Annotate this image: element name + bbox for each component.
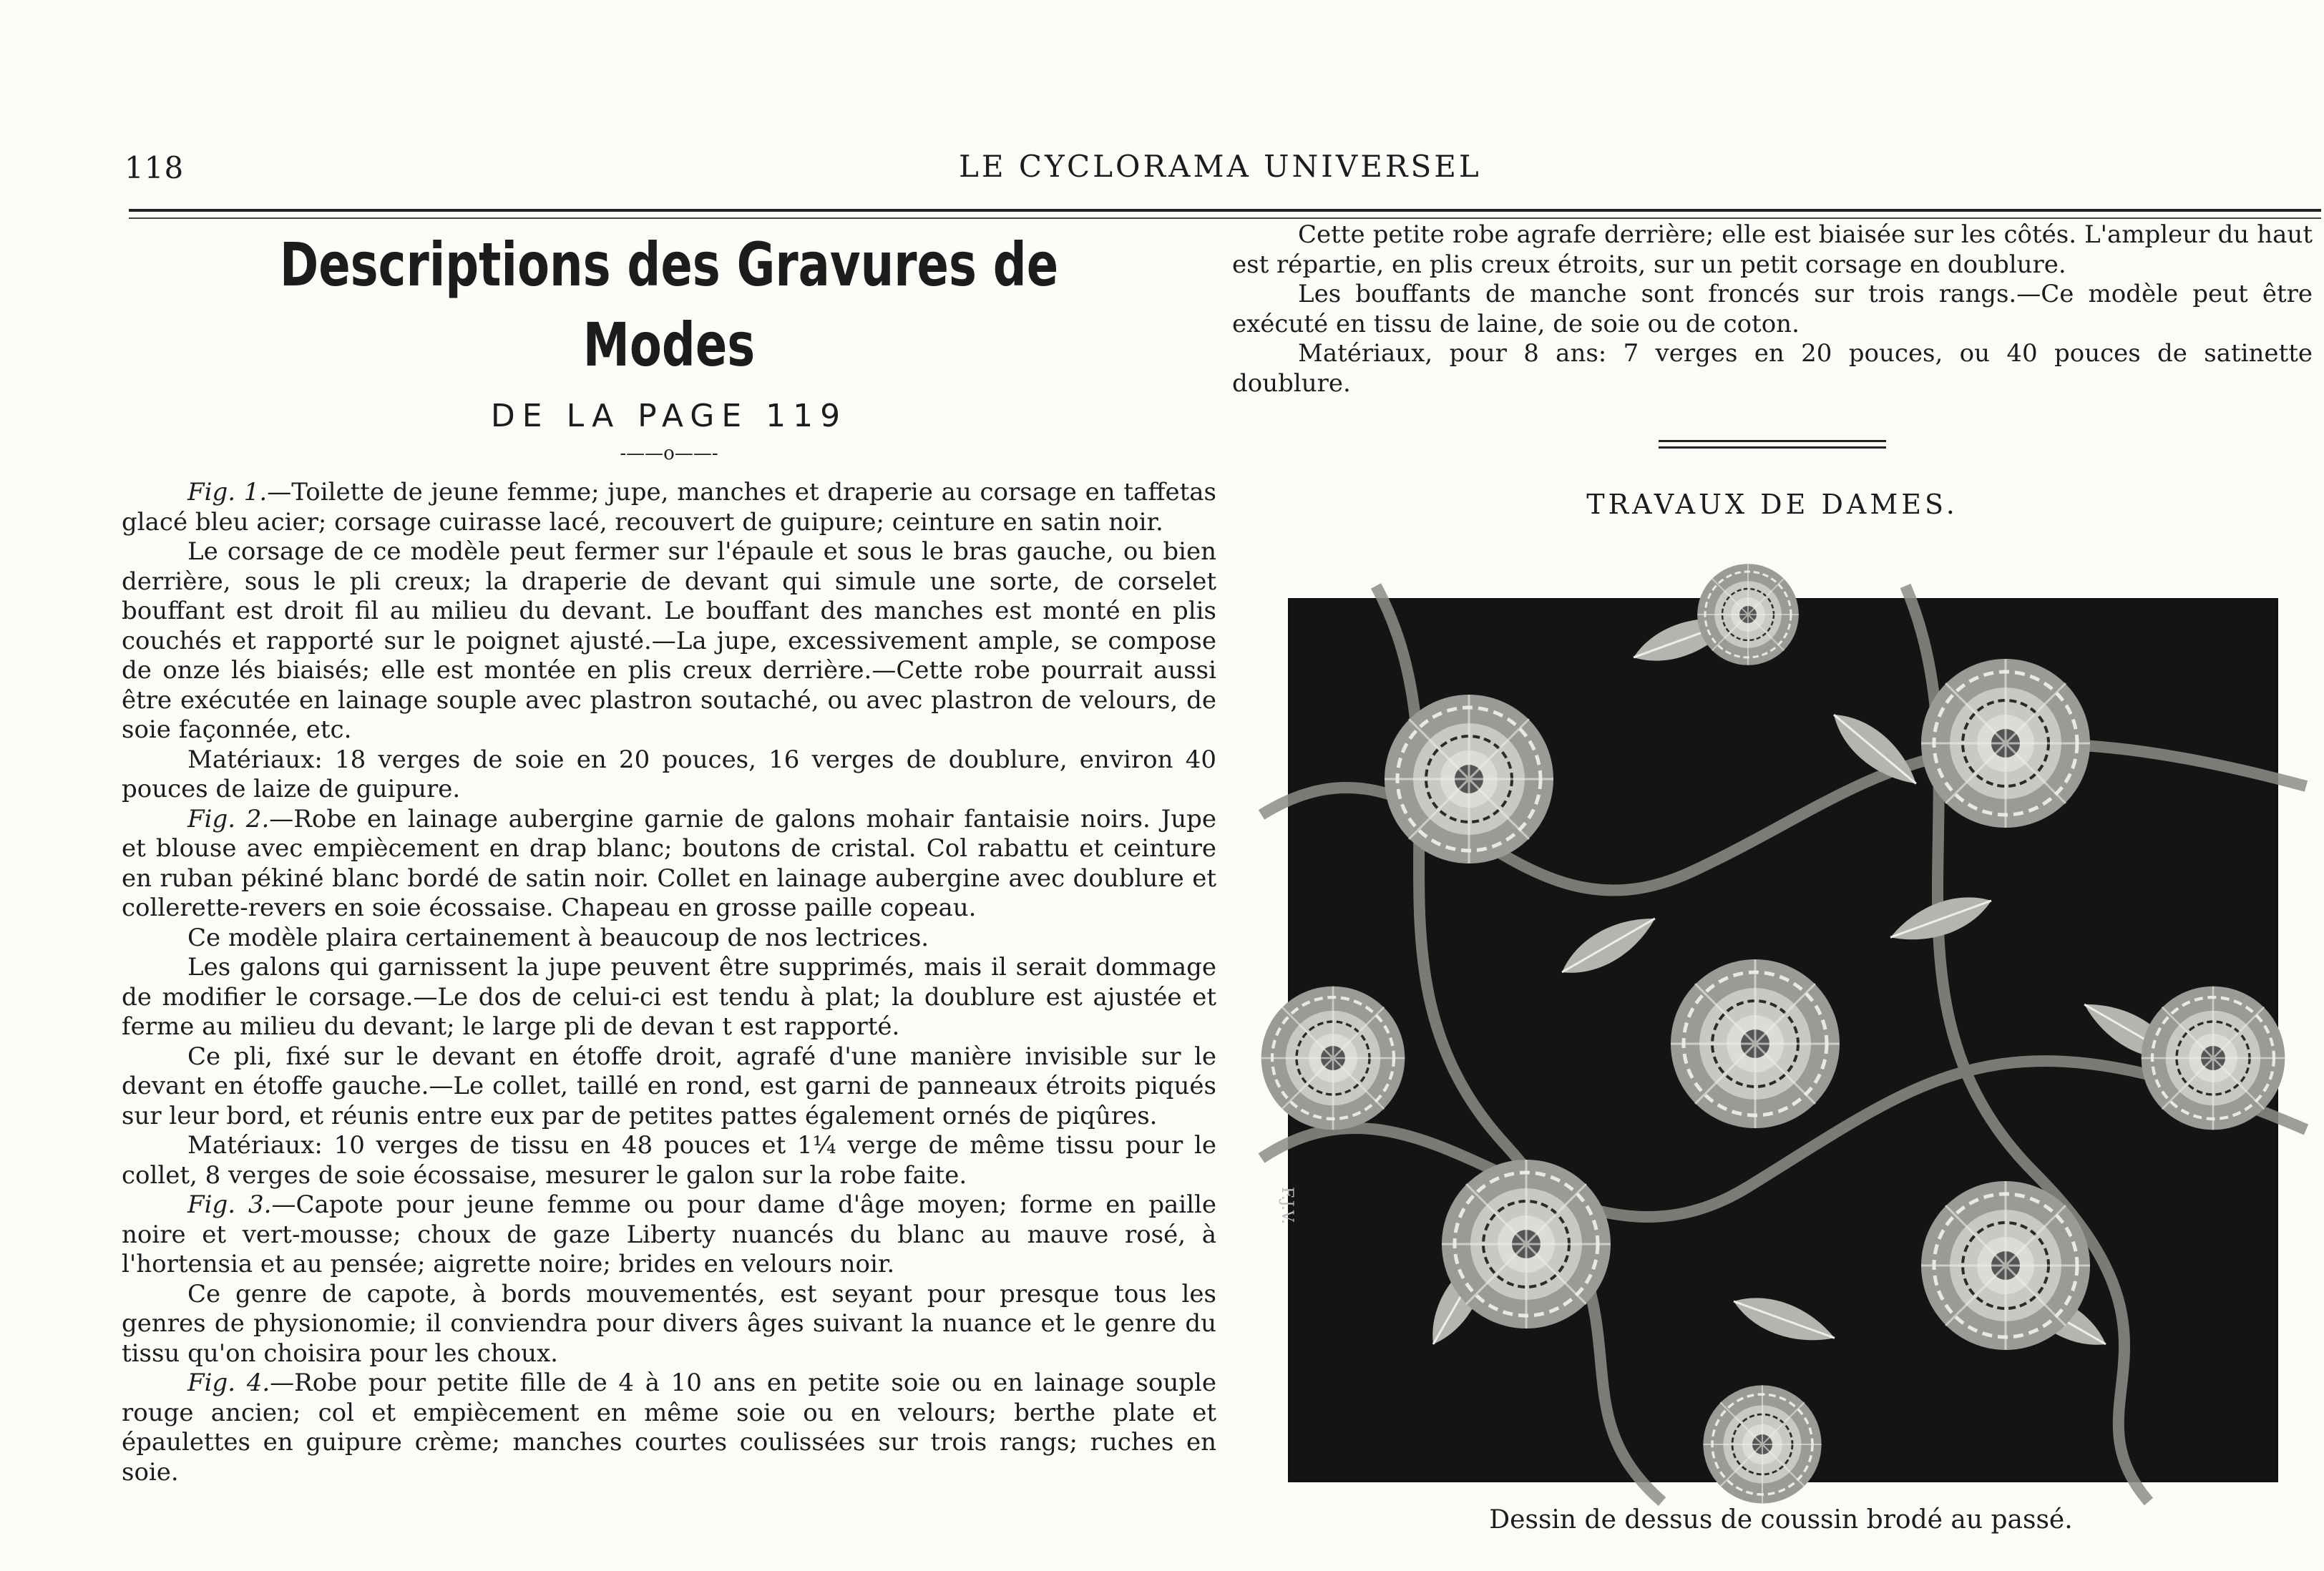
paragraph-text: Les galons qui garnissent la jupe peuvent être supprimés, mais il serait dommage de modifier le corsage.—Le dos de celui-ci est tendu à plat; la doublure est ajustée et ferme au milieu du devant; le large pli de devan t est rapporté. bbox=[122, 953, 1216, 1041]
article-paragraph bbox=[122, 745, 1216, 805]
article-paragraph bbox=[122, 537, 1216, 745]
article-continuation bbox=[1232, 220, 2313, 398]
running-title: LE CYCLORAMA UNIVERSEL bbox=[959, 149, 1482, 184]
section-title: TRAVAUX DE DAMES. bbox=[1586, 489, 1958, 520]
article-paragraph bbox=[122, 1042, 1216, 1132]
page-number: 118 bbox=[125, 150, 185, 185]
left-column bbox=[122, 215, 1216, 1487]
article-body bbox=[122, 478, 1216, 1487]
paragraph-text: Ce pli, fixé sur le devant en étoffe droit, agrafé d'une manière invisible sur le devant en étoffe gauche.—Le collet, taillé en rond, est garni de panneaux étroits piqués sur leur bord, et réunis entre eux par de petites pattes également ornés de piqûres. bbox=[122, 1042, 1216, 1130]
paragraph-text: Matériaux: 10 verges de tissu en 48 pouces et 1¼ verge de même tissu pour le collet, 8 verges de soie écossaise, mesurer le galon sur la robe faite. bbox=[122, 1131, 1216, 1190]
figure-reference: Fig. 2. bbox=[187, 804, 270, 833]
right-column bbox=[1232, 215, 2313, 520]
figure-reference: Fig. 4. bbox=[187, 1369, 270, 1397]
paragraph-text: Ce genre de capote, à bords mouvementés, est seyant pour presque tous les genres de physionomie; il conviendra pour divers âges suivant la nuance et le genre du tissu qu'on choisira pour les choux. bbox=[122, 1279, 1216, 1368]
continuation-paragraph: Cette petite robe agrafe derrière; elle est biaisée sur les côtés. L'ampleur du haut est répartie, en plis creux étroits, sur un petit corsage en doublure. bbox=[1232, 220, 2313, 279]
paragraph-text: Ce modèle plaira certainement à beaucoup de nos lectrices. bbox=[187, 923, 929, 952]
article-paragraph bbox=[122, 1131, 1216, 1190]
continuation-paragraph: Matériaux, pour 8 ans: 7 verges en 20 pouces, ou 40 pouces de satinette doublure. bbox=[1232, 339, 2313, 398]
paragraph-text: Matériaux: 18 verges de soie en 20 pouces, 16 verges de doublure, environ 40 pouces de laize de guipure. bbox=[122, 745, 1216, 803]
paragraph-text: —Toilette de jeune femme; jupe, manches et draperie au corsage en taffetas glacé bleu acier; corsage cuirasse lacé, recouvert de guipure; ceinture en satin noir. bbox=[122, 478, 1216, 537]
paragraph-text: Le corsage de ce modèle peut fermer sur l'épaule et sous le bras gauche, ou bien derrière, sous le pli creux; la draperie de devant qui simule une sorte, de corselet bouffant est droit fil au milieu du devant. Le bouffant des manches est monté en plis couchés et rapporté sur le poignet ajusté.—La jupe, excessivement ample, se compose de onze lés biaisés; elle est montée en plis creux derrière.—Cette robe pourrait aussi être exécutée en lainage souple avec plastron soutaché, ou avec plastron de velours, de soie façonnée, etc. bbox=[122, 537, 1216, 744]
embroidery-figure bbox=[1278, 598, 2278, 1482]
article-paragraph bbox=[122, 478, 1216, 537]
floral-pattern-illustration bbox=[1290, 600, 2276, 1480]
continuation-paragraph: Les bouffants de manche sont froncés sur trois rangs.—Ce modèle peut être exécuté en tissu de laine, de soie ou de coton. bbox=[1232, 280, 2313, 338]
article-paragraph bbox=[122, 1280, 1216, 1369]
ornament-divider: -——o——- bbox=[620, 443, 718, 464]
figure-caption: Dessin de dessus de coussin brodé au passé. bbox=[1489, 1505, 2073, 1535]
paragraph-text: —Robe en lainage aubergine garnie de galons mohair fantaisie noirs. Jupe et blouse avec empiècement en drap blanc; boutons de cristal. Col rabattu et ceinture en ruban pékiné blanc bordé de satin noir. Collet en lainage aubergine avec doublure et collerette-revers en soie écossaise. Chapeau en grosse paille copeau. bbox=[122, 804, 1216, 922]
paragraph-text: —Capote pour jeune femme ou pour dame d'âge moyen; forme en paille noire et vert-mousse; choux de gaze Liberty nuancés du blanc au mauve rosé, à l'hortensia et au pensée; aigrette noire; brides en velours noir. bbox=[122, 1190, 1216, 1278]
figure-signature: F.J.V. bbox=[1278, 1187, 1296, 1224]
article-paragraph bbox=[122, 1369, 1216, 1487]
figure-reference: Fig. 1. bbox=[187, 478, 268, 506]
article-subtitle: DE LA PAGE 119 bbox=[490, 398, 848, 434]
paragraph-text: —Robe pour petite fille de 4 à 10 ans en petite soie ou en lainage souple rouge ancien; col et empiècement en même soie ou en velours; berthe plate et épaulettes en guipure crème; manches courtes coulissées sur trois rangs; ruches en soie. bbox=[122, 1369, 1216, 1487]
article-paragraph bbox=[122, 1190, 1216, 1280]
article-title: Descriptions des Gravures de Modes bbox=[279, 230, 1059, 380]
section-divider bbox=[1659, 440, 1886, 449]
article-paragraph bbox=[122, 953, 1216, 1042]
header-rule bbox=[129, 209, 2321, 212]
article-paragraph bbox=[122, 805, 1216, 924]
figure-reference: Fig. 3. bbox=[187, 1190, 272, 1219]
article-paragraph bbox=[122, 924, 1216, 954]
